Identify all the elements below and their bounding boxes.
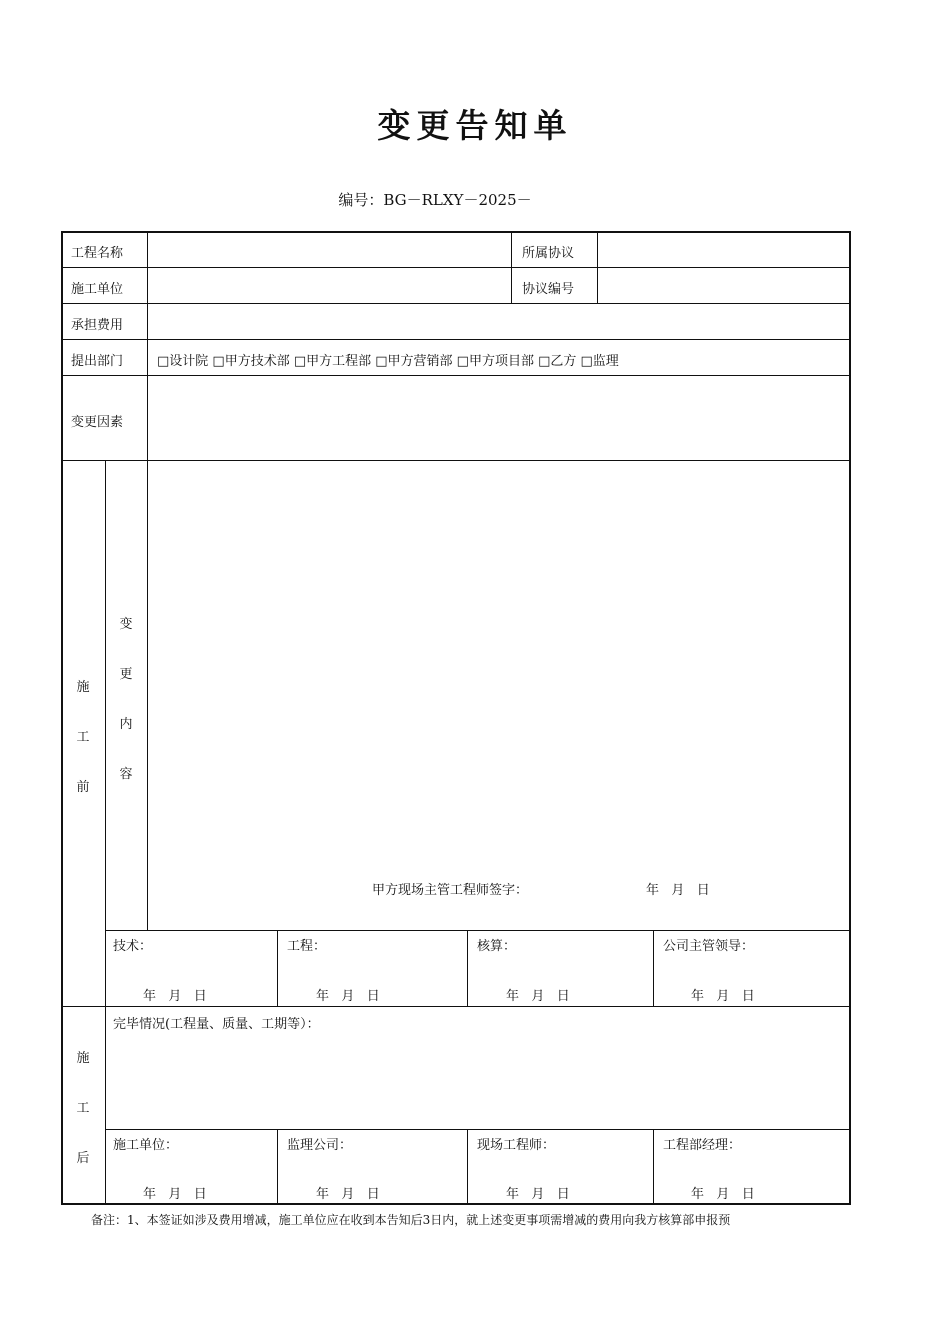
approval-accounting-date: 年 月 日 [506, 989, 570, 1004]
content-label-1: 变 [119, 617, 133, 632]
before-label-3: 前 [76, 780, 90, 795]
sign-contractor-date: 年 月 日 [143, 1187, 207, 1202]
approval-leader-label: 公司主管领导： [663, 939, 755, 954]
engineer-signature-date: 年 月 日 [646, 883, 710, 898]
sign-supervisor-label: 监理公司： [287, 1138, 353, 1153]
completion-status-label: 完毕情况(工程量、质量、工期等）： [113, 1017, 320, 1032]
approval-engineering-label: 工程： [287, 939, 327, 954]
approval-engineering-date: 年 月 日 [316, 989, 380, 1004]
after-label-1: 施 [76, 1051, 90, 1066]
label-agreement-number: 协议编号 [522, 282, 575, 297]
label-proposer: 提出部门 [71, 354, 124, 369]
document-number: 编号：BG－RLXY－2025－ [338, 191, 532, 209]
after-label-3: 后 [76, 1151, 90, 1166]
document-title: 变更告知单 [377, 106, 573, 145]
label-project-name: 工程名称 [71, 246, 124, 261]
department-checkboxes[interactable]: □设计院 □甲方技术部 □甲方工程部 □甲方营销部 □甲方项目部 □乙方 □监理 [157, 354, 619, 369]
content-label-3: 内 [119, 717, 133, 732]
label-contractor: 施工单位 [71, 282, 124, 297]
approval-tech-label: 技术： [113, 939, 153, 954]
engineer-signature-label: 甲方现场主管工程师签字： [372, 883, 529, 898]
label-cost-bearer: 承担费用 [71, 318, 124, 333]
before-label-2: 工 [76, 730, 90, 745]
sign-supervisor-date: 年 月 日 [316, 1187, 380, 1202]
sign-site-engineer-label: 现场工程师： [477, 1138, 556, 1153]
before-label-1: 施 [76, 680, 90, 695]
form-table [61, 231, 851, 1205]
content-label-4: 容 [119, 767, 133, 782]
after-label-2: 工 [76, 1101, 90, 1116]
content-label-2: 更 [119, 667, 133, 682]
sign-contractor-label: 施工单位： [113, 1138, 179, 1153]
sign-manager-date: 年 月 日 [691, 1187, 755, 1202]
sign-manager-label: 工程部经理： [663, 1138, 742, 1153]
label-change-reason: 变更因素 [71, 415, 124, 430]
sign-site-engineer-date: 年 月 日 [506, 1187, 570, 1202]
approval-leader-date: 年 月 日 [691, 989, 755, 1004]
remarks-note: 备注：1、本签证如涉及费用增减，施工单位应在收到本告知后3日内，就上述变更事项需增减的费用向我方核算部申报预 [91, 1213, 731, 1227]
approval-tech-date: 年 月 日 [143, 989, 207, 1004]
label-agreement: 所属协议 [522, 246, 575, 261]
approval-accounting-label: 核算： [477, 939, 517, 954]
